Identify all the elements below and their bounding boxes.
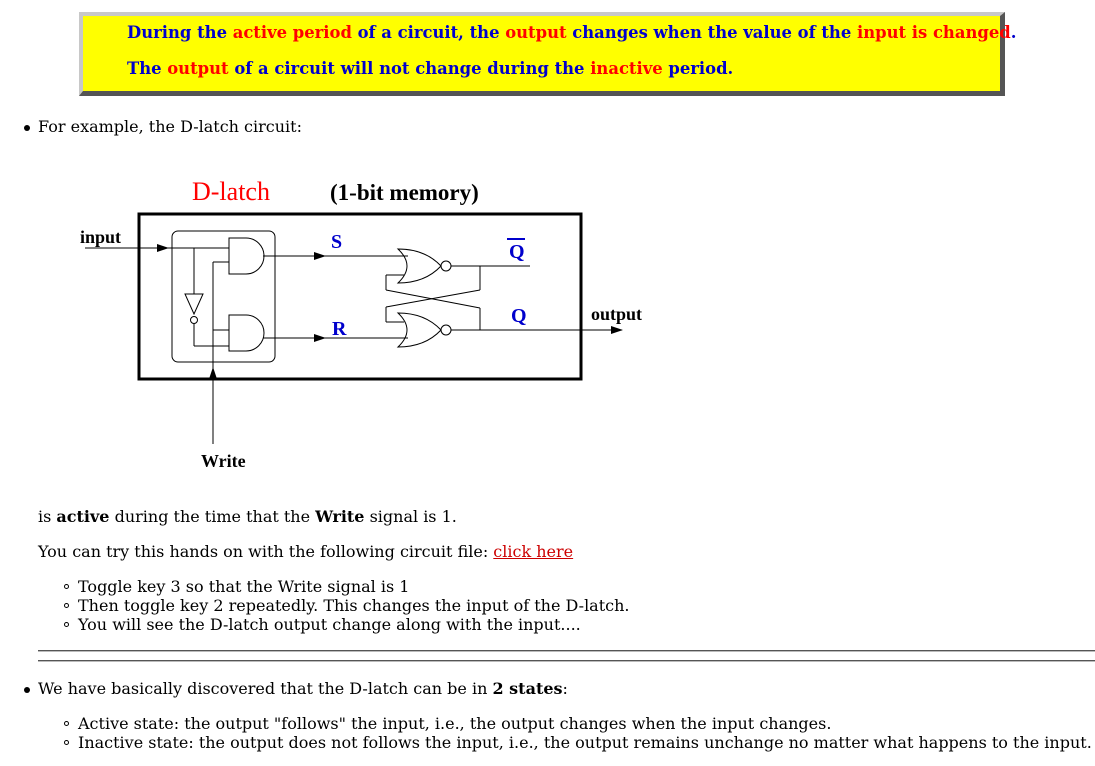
active-sentence: is active during the time that the Write signal is 1. [38,507,457,526]
list-item: Toggle key 3 so that the Write signal is 1 [78,577,410,596]
diagram-subtitle: (1-bit memory) [330,180,479,205]
circuit-file-link[interactable]: click here [493,542,574,561]
note-text: During the [127,23,233,42]
inverter-icon [185,294,203,314]
note-highlight: output [505,23,567,42]
discovered-sentence: We have basically discovered that the D-latch can be in 2 states: [38,679,568,698]
note-text: of a circuit will not change during the [228,59,591,78]
note-line-1 [127,23,1016,42]
divider [38,650,1095,652]
circle-bullet-icon [64,622,69,627]
note-highlight: output [167,59,229,78]
circle-bullet-icon [64,721,69,726]
list-item: You will see the D-latch output change along with the input.... [78,615,581,634]
circle-bullet-icon [64,740,69,745]
write-label: Write [201,451,246,471]
note-highlight: active period [232,23,352,42]
divider [38,660,1095,662]
input-label: input [80,227,122,247]
note-highlight: inactive [590,59,663,78]
output-label: output [591,304,643,324]
d-latch-diagram [70,170,670,480]
r-label: R [332,318,347,340]
note-line-2 [127,59,733,78]
s-label: S [331,231,343,253]
q-label: Q [511,305,527,327]
list-item: Then toggle key 2 repeatedly. This changes the input of the D-latch. [78,596,630,615]
and-gate-top [229,238,264,274]
try-sentence: You can try this hands on with the following circuit file: click here [38,542,574,561]
bullet-icon [24,125,30,131]
note-text: of a circuit, the [351,23,506,42]
gating-sub-box [172,231,275,362]
example-text: For example, the D-latch circuit: [38,117,302,136]
diagram-title: D-latch [192,177,270,206]
and-gate-bottom [229,315,264,351]
list-item: Active state: the output "follows" the input, i.e., the output changes when the input changes. [78,714,832,733]
note-text: The [127,59,168,78]
nor-gate-top [398,249,441,283]
note-text: period. [662,59,734,78]
list-item: Inactive state: the output does not follows the input, i.e., the output remains unchange no matter what happens to the input. [78,733,1092,752]
circle-bullet-icon [64,584,69,589]
note-text: changes when the value of the [566,23,857,42]
q-bar-label: Q [509,241,525,263]
note-highlight: input is changed [856,23,1011,42]
bullet-icon [24,687,30,693]
circle-bullet-icon [64,603,69,608]
definition-note-box [79,12,1017,96]
nor-gate-bottom [398,313,441,347]
note-text: . [1010,23,1017,42]
